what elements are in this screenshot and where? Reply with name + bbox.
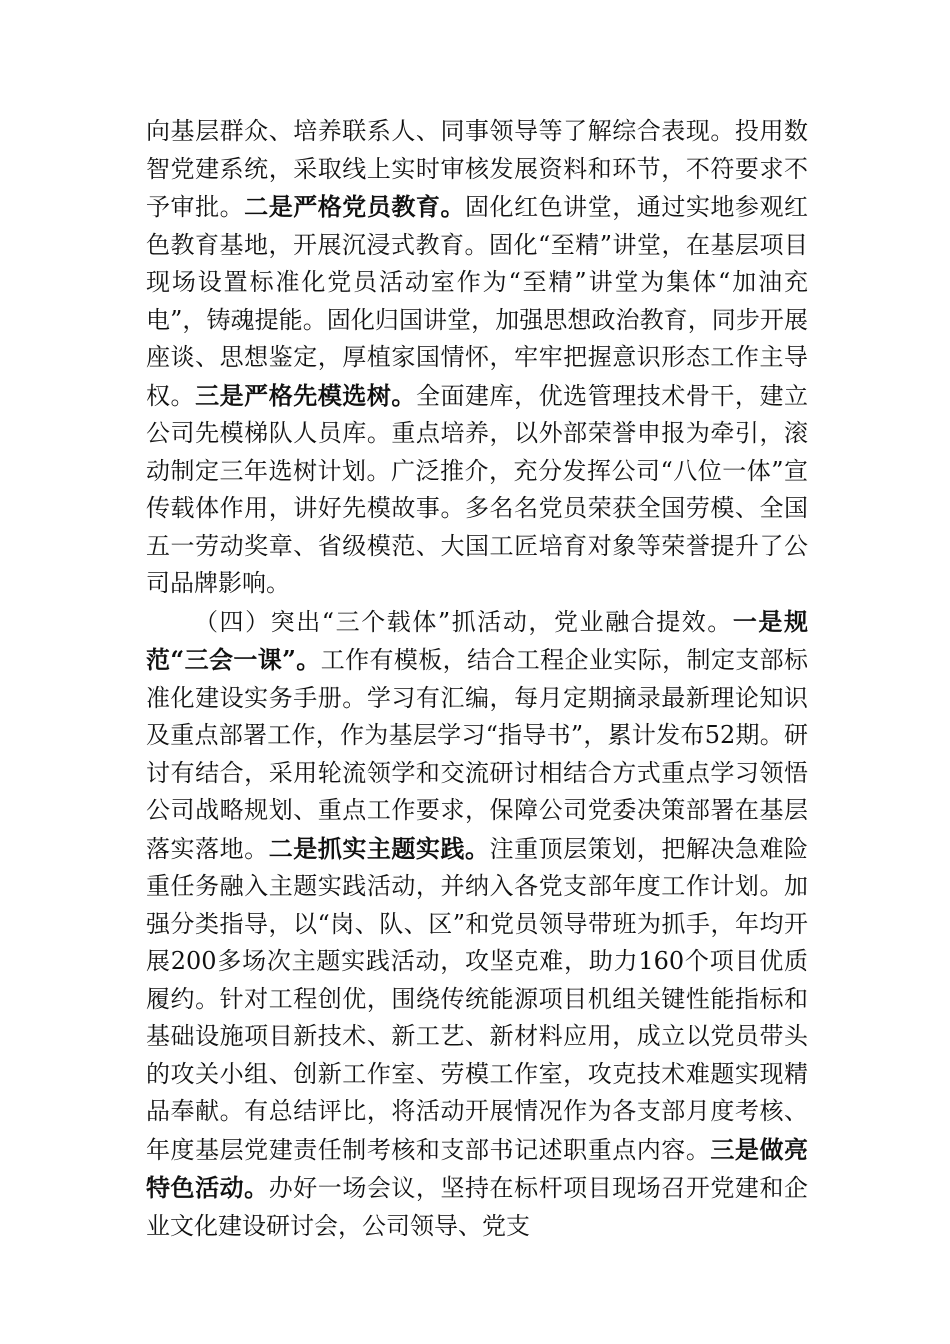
paragraph-party-education xyxy=(146,113,808,603)
section-heading: （四）突出“三个载体”抓活动，党业融合提效。 xyxy=(194,607,733,636)
paragraph-text: 固化红色讲堂，通过实地参观红色教育基地，开展沉浸式教育。固化“至精”讲堂，在基层项目现场设置标准化党员活动室作为“至精”讲堂为集体“加油充电”，铸魂提能。固化归国讲堂，加强思想政治教育，同步开展座谈、思想鉴定，厚植家国情怀，牢牢把握意识形态工作主导权。 xyxy=(146,193,809,410)
paragraph-text: 注重顶层策划，把解决急难险重任务融入主题实践活动，并纳入各党支部年度工作计划。加强分类指导，以“岗、队、区”和党员领导带班为抓手，年均开展200多场次主题实践活动，攻坚克难，助力160个项目优质履约。针对工程创优，围绕传统能源项目机组关键性能指标和基础设施项目新技术、新工艺、新材料应用，成立以党员带头的攻关小组、创新工作室、劳模工作室，攻克技术难题实现精品奉献。有总结评比，将活动开展情况作为各支部月度考核、年度基层党建责任制考核和支部书记述职重点内容。 xyxy=(146,834,809,1164)
paragraph-text: 工作有模板，结合工程企业实际，制定支部标准化建设实务手册。学习有汇编，每月定期摘录最新理论知识及重点部署工作，作为基层学习“指导书”，累计发布52期。研讨有结合，采用轮流领学和交流研讨相结合方式重点学习领悟公司战略规划、重点工作要求，保障公司党委决策部署在基层落实落地。 xyxy=(146,646,809,863)
paragraph-text: 办好一场会议，坚持在标杆项目现场召开党建和企业文化建设研讨会，公司领导、党支 xyxy=(146,1174,809,1240)
bold-heading-theme-practice: 二是抓实主题实践。 xyxy=(268,833,490,863)
document-body xyxy=(146,113,808,1245)
paragraph-text: 向基层群众、培养联系人、同事领导等了解综合表现。投用数智党建系统，采取线上实时审核发展资料和环节，不符要求不予审批。 xyxy=(146,117,808,221)
bold-heading-three-meetings: 一是规范“三会一课”。 xyxy=(146,606,808,674)
bold-heading-featured-activities: 三是做亮特色活动。 xyxy=(146,1134,809,1202)
bold-heading-model-selection: 三是严格先模选树。 xyxy=(195,380,416,410)
paragraph-three-carriers xyxy=(146,603,808,1246)
paragraph-text: 全面建库，优选管理技术骨干，建立公司先模梯队人员库。重点培养，以外部荣誉申报为牵引，滚动制定三年选树计划。广泛推介，充分发挥公司“八位一体”宣传载体作用，讲好先模故事。多名名党员荣获全国劳模、全国五一劳动奖章、省级模范、大国工匠培育对象等荣誉提升了公司品牌影响。 xyxy=(146,381,809,597)
bold-heading-party-education: 二是严格党员教育。 xyxy=(244,192,466,221)
